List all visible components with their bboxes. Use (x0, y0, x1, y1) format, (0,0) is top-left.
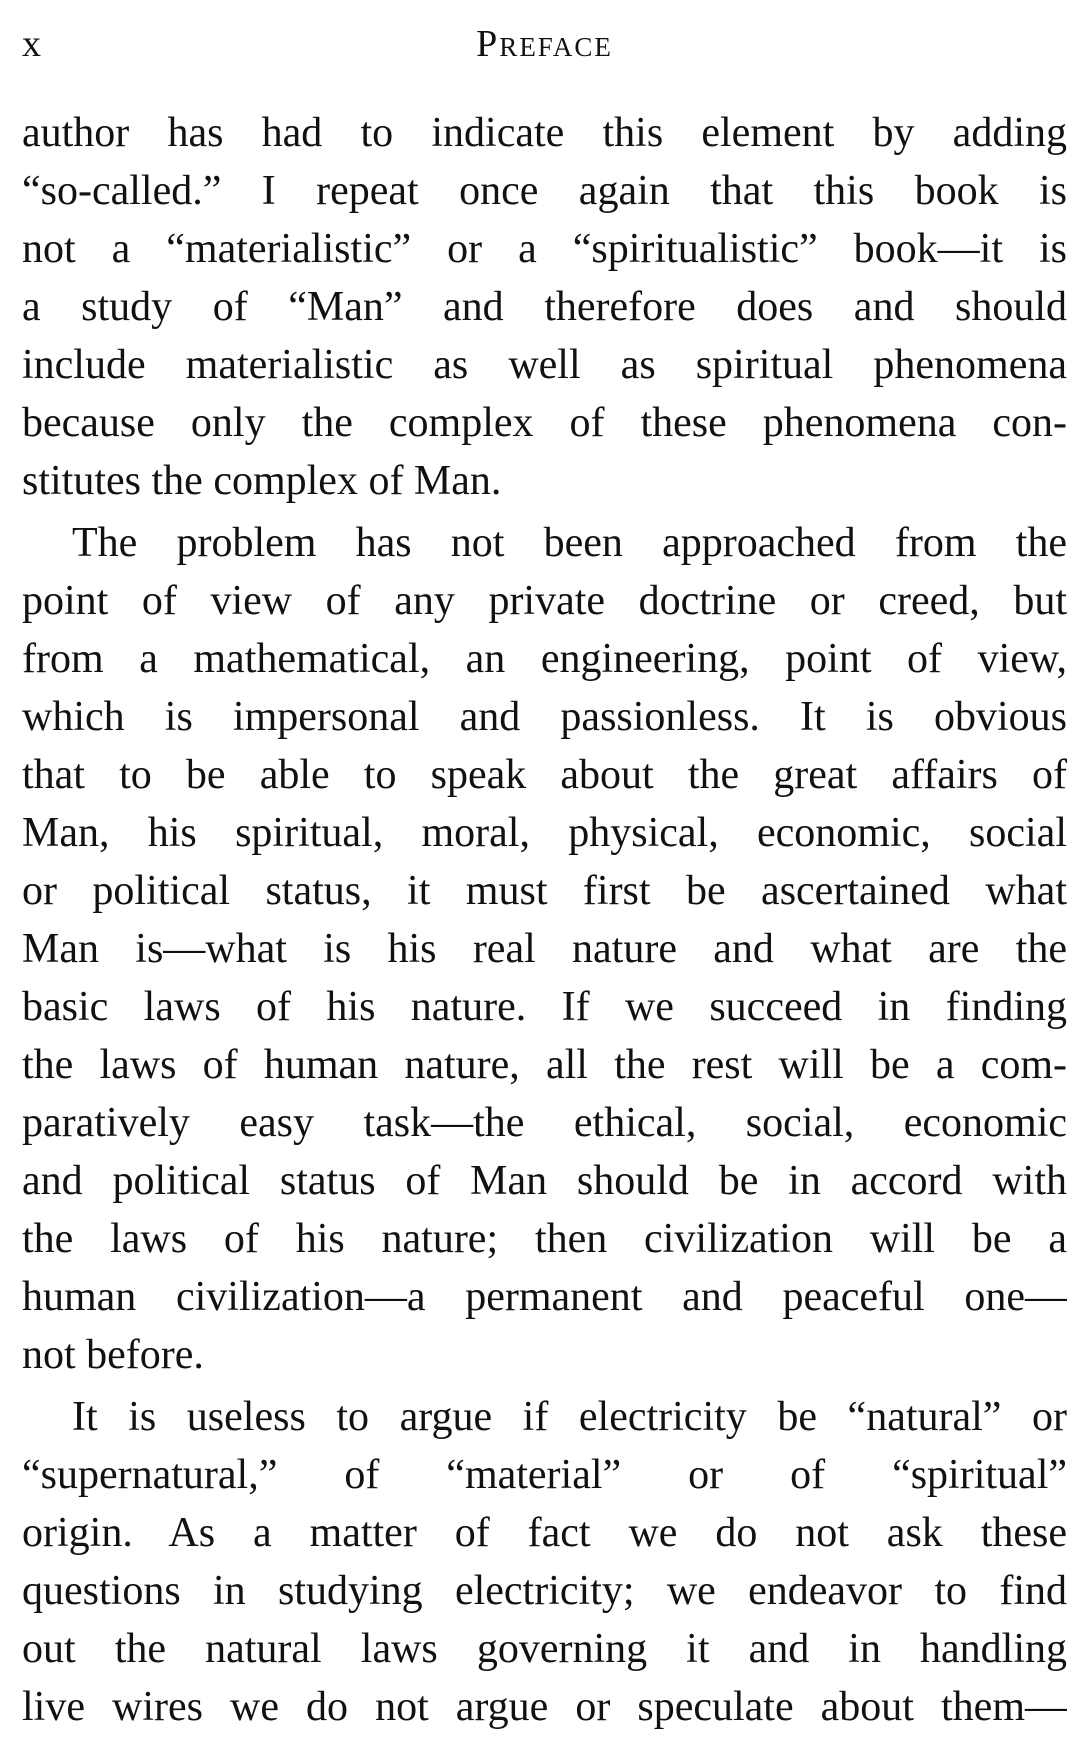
text-line: not a “materialistic” or a “spiritualistic” book—it is (22, 226, 1067, 272)
text-line: the laws of human nature, all the rest will be a com- (22, 1042, 1067, 1088)
text-line: from a mathematical, an engineering, point of view, (22, 636, 1067, 682)
paragraph-2 (22, 514, 1067, 1384)
text-line: point of view of any private doctrine or creed, but (22, 578, 1067, 624)
paragraph-3 (22, 1388, 1067, 1736)
text-line: which is impersonal and passionless. It is obvious (22, 694, 1067, 740)
paragraph-1 (22, 104, 1067, 510)
text-line: a study of “Man” and therefore does and should (22, 284, 1067, 330)
text-line: “supernatural,” of “material” or of “spiritual” (22, 1452, 1067, 1498)
text-line: the laws of his nature; then civilization will be a (22, 1216, 1067, 1262)
text-line: Man, his spiritual, moral, physical, economic, social (22, 810, 1067, 856)
text-line: not before. (22, 1332, 204, 1378)
body-text (22, 104, 1067, 1740)
text-line: “so-called.” I repeat once again that this book is (22, 168, 1067, 214)
text-line: human civilization—a permanent and peaceful one— (22, 1274, 1067, 1320)
text-line: basic laws of his nature. If we succeed in finding (22, 984, 1067, 1030)
running-title: Preface (476, 23, 613, 65)
text-line: stitutes the complex of Man. (22, 458, 502, 504)
text-line: because only the complex of these phenomena con- (22, 400, 1067, 446)
running-head (22, 0, 1067, 88)
text-line: include materialistic as well as spiritual phenomena (22, 342, 1067, 388)
text-line: It is useless to argue if electricity be “natural” or (72, 1394, 1067, 1440)
text-line: questions in studying electricity; we endeavor to find (22, 1568, 1067, 1614)
text-line: origin. As a matter of fact we do not ask these (22, 1510, 1067, 1556)
text-line: The problem has not been approached from the (72, 520, 1067, 566)
text-line: that to be able to speak about the great affairs of (22, 752, 1067, 798)
text-line: Man is—what is his real nature and what are the (22, 926, 1067, 972)
text-line: paratively easy task—the ethical, social, economic (22, 1100, 1067, 1146)
text-line: and political status of Man should be in accord with (22, 1158, 1067, 1204)
text-line: or political status, it must first be ascertained what (22, 868, 1067, 914)
text-line: live wires we do not argue or speculate about them— (22, 1684, 1067, 1730)
text-line: author has had to indicate this element by adding (22, 110, 1067, 156)
text-line: out the natural laws governing it and in handling (22, 1626, 1067, 1672)
book-page (22, 0, 1067, 1760)
page-number: x (22, 23, 42, 65)
